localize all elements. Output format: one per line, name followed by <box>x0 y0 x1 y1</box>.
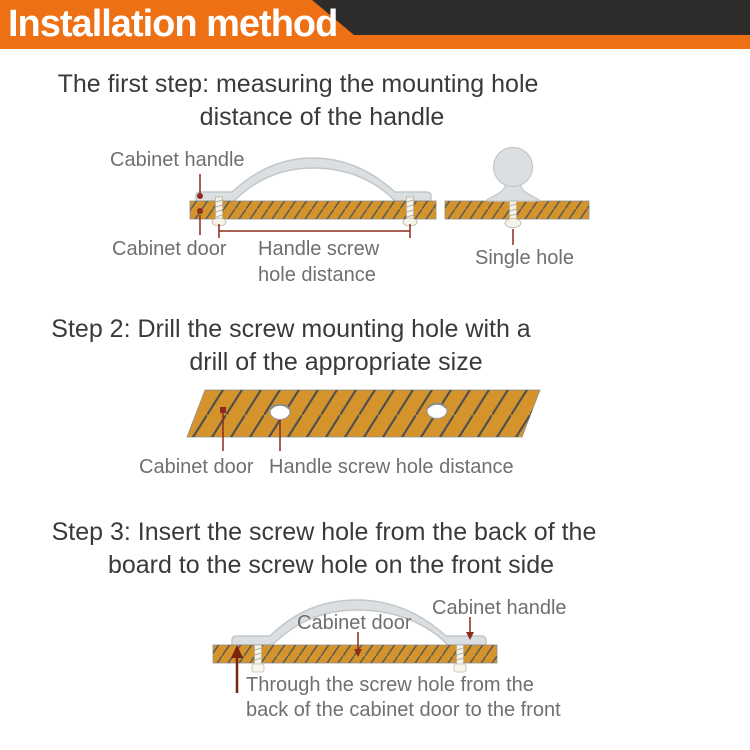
step3-title-line2: board to the screw hole on the front side <box>107 551 555 579</box>
step2-title-line2: drill of the appropriate size <box>189 348 483 376</box>
label-handle-screw-hole-distance: Handle screw hole distance <box>269 456 514 478</box>
step2-title-line1: Step 2: Drill the screw mounting hole with a <box>51 315 531 343</box>
label-cabinet-door: Cabinet door <box>139 456 254 478</box>
label-cabinet-handle: Cabinet handle <box>432 597 567 619</box>
pointer-cabinet-handle <box>197 174 203 199</box>
cabinet-door-board <box>187 390 540 437</box>
cabinet-door-board <box>190 201 436 219</box>
label-single-hole: Single hole <box>475 247 574 269</box>
label-cabinet-door: Cabinet door <box>112 238 227 260</box>
page-title: Installation method <box>8 3 338 45</box>
pointer-cabinet-door <box>197 208 203 235</box>
knob-handle-shape <box>487 148 539 202</box>
drilled-hole <box>270 405 290 420</box>
label-through-screw-hole: Through the screw hole from the back of the cabinet door to the front <box>246 674 561 721</box>
step1-title-line2: distance of the handle <box>199 103 445 131</box>
label-cabinet-handle: Cabinet handle <box>110 149 245 171</box>
header-bar <box>0 0 750 49</box>
step1-title-line1: The first step: measuring the mounting hole <box>57 70 539 98</box>
step2-diagram <box>150 385 570 455</box>
label-handle-screw-hole-distance: Handle screw hole distance <box>258 238 380 286</box>
single-hole-board <box>445 201 589 219</box>
drilled-hole <box>427 404 447 419</box>
header-corner-shape <box>312 0 750 35</box>
step3-title-line1: Step 3: Insert the screw hole from the back of the <box>51 518 597 546</box>
label-cabinet-door: Cabinet door <box>297 612 412 634</box>
